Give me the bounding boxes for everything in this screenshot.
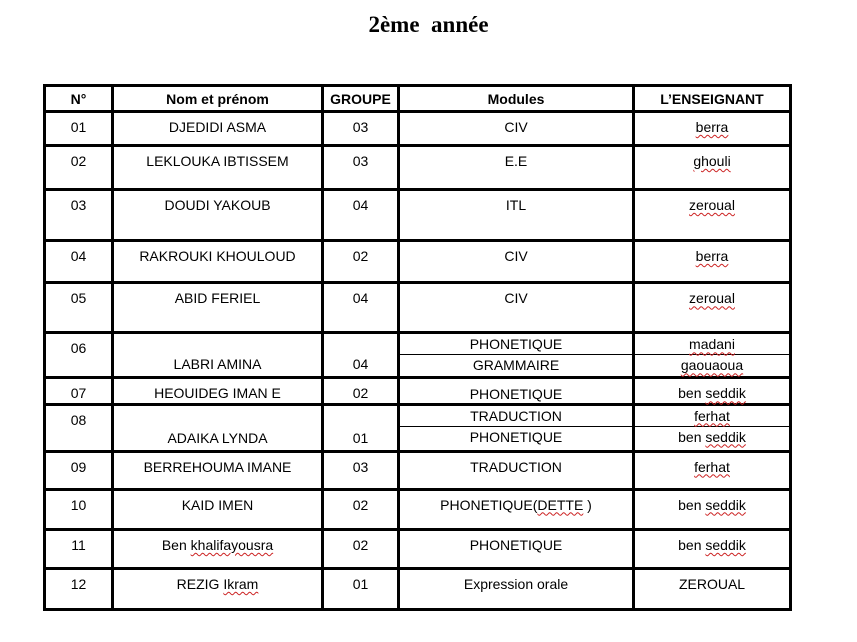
cell-teacher (634, 333, 791, 378)
table-row (45, 112, 791, 146)
cell-group: 02 (323, 241, 399, 283)
cell-group: 02 (323, 378, 399, 404)
header-name: Nom et prénom (113, 86, 323, 112)
cell-teacher: zeroual (634, 190, 791, 241)
table-row (45, 529, 791, 568)
table-row (45, 190, 791, 241)
cell-modules (399, 404, 634, 451)
cell-teacher: ghouli (634, 146, 791, 190)
cell-name: DOUDI YAKOUB (113, 190, 323, 241)
module-entry: TRADUCTION (470, 407, 562, 424)
cell-group: 03 (323, 451, 399, 489)
cell-teacher: ben seddik (634, 378, 791, 404)
cell-name: Ben khalifayousra (113, 529, 323, 568)
table-body (45, 112, 791, 610)
cell-name: BERREHOUMA IMANE (113, 451, 323, 489)
header-teacher: L’ENSEIGNANT (634, 86, 791, 112)
cell-number: 08 (45, 404, 113, 451)
module-entry: GRAMMAIRE (400, 354, 632, 375)
cell-number: 03 (45, 190, 113, 241)
cell-modules: TRADUCTION (399, 451, 634, 489)
table-row (45, 241, 791, 283)
cell-teacher: ben seddik (634, 529, 791, 568)
cell-name: REZIG Ikram (113, 568, 323, 609)
cell-group: 04 (323, 333, 399, 378)
cell-number: 12 (45, 568, 113, 609)
cell-teacher: ben seddik (634, 489, 791, 529)
table-row (45, 378, 791, 404)
cell-number: 02 (45, 146, 113, 190)
cell-number: 09 (45, 451, 113, 489)
cell-modules: CIV (399, 283, 634, 333)
cell-modules: Expression orale (399, 568, 634, 609)
cell-teacher: berra (634, 112, 791, 146)
cell-name: ABID FERIEL (113, 283, 323, 333)
table-row (45, 489, 791, 529)
cell-number: 04 (45, 241, 113, 283)
cell-group: 02 (323, 489, 399, 529)
cell-teacher (634, 404, 791, 451)
cell-name: LEKLOUKA IBTISSEM (113, 146, 323, 190)
cell-modules: E.E (399, 146, 634, 190)
table-row (45, 404, 791, 451)
cell-name: HEOUIDEG IMAN E (113, 378, 323, 404)
module-entry: PHONETIQUE (400, 426, 632, 447)
cell-name: KAID IMEN (113, 489, 323, 529)
cell-number: 07 (45, 378, 113, 404)
header-modules: Modules (399, 86, 634, 112)
student-table (43, 84, 792, 611)
cell-name: RAKROUKI KHOULOUD (113, 241, 323, 283)
cell-group: 03 (323, 146, 399, 190)
cell-modules (399, 333, 634, 378)
cell-teacher: ferhat (634, 451, 791, 489)
page-title: 2ème année (368, 12, 489, 37)
table-row (45, 333, 791, 378)
cell-group: 01 (323, 404, 399, 451)
cell-modules: ITL (399, 190, 634, 241)
cell-name: ADAIKA LYNDA (113, 404, 323, 451)
header-number: N° (45, 86, 113, 112)
table-row (45, 283, 791, 333)
cell-modules: PHONETIQUE (399, 378, 634, 404)
teacher-entry: ben seddik (635, 426, 789, 447)
cell-teacher: zeroual (634, 283, 791, 333)
cell-name: DJEDIDI ASMA (113, 112, 323, 146)
header-row (45, 86, 791, 112)
cell-teacher: ZEROUAL (634, 568, 791, 609)
teacher-entry: madani (689, 336, 735, 353)
cell-modules: PHONETIQUE (399, 529, 634, 568)
cell-group: 04 (323, 190, 399, 241)
cell-teacher: berra (634, 241, 791, 283)
cell-modules: CIV (399, 112, 634, 146)
cell-number: 01 (45, 112, 113, 146)
cell-group: 03 (323, 112, 399, 146)
cell-group: 02 (323, 529, 399, 568)
cell-name: LABRI AMINA (113, 333, 323, 378)
table-row (45, 568, 791, 609)
table-row (45, 146, 791, 190)
teacher-entry: ferhat (694, 407, 730, 424)
module-entry: PHONETIQUE (469, 336, 563, 353)
cell-number: 05 (45, 283, 113, 333)
table-row (45, 451, 791, 489)
cell-number: 10 (45, 489, 113, 529)
teacher-entry: gaouaoua (635, 354, 789, 375)
cell-group: 01 (323, 568, 399, 609)
cell-group: 04 (323, 283, 399, 333)
cell-modules: CIV (399, 241, 634, 283)
cell-modules: PHONETIQUE(DETTE ) (399, 489, 634, 529)
cell-number: 11 (45, 529, 113, 568)
cell-number: 06 (45, 333, 113, 378)
header-group: GROUPE (323, 86, 399, 112)
